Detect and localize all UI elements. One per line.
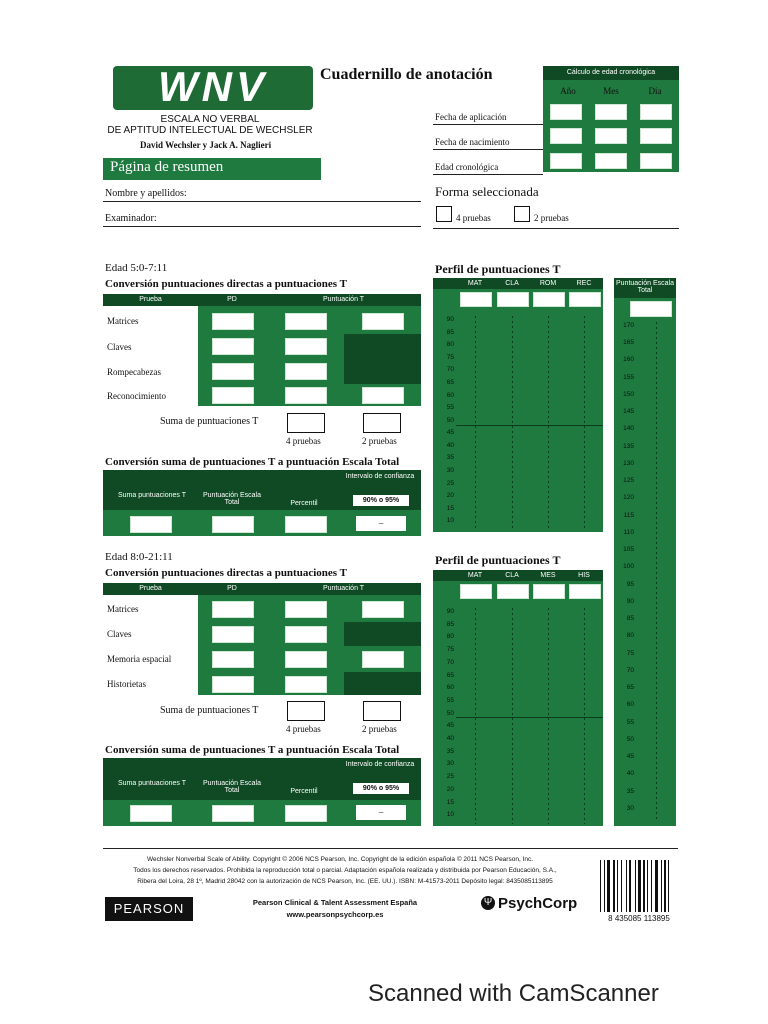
profile1-track-1 [475,316,476,530]
barcode-bar [643,860,645,912]
barcode-bar [638,860,641,912]
barcode [600,860,678,914]
footer-copyright-3: Ribera del Loira, 28 1º, Madrid 28042 con la autorización de NCS Pearson, Inc. (EE. UU.). ISBN: M-41573-2011 Depósito legal: 8435085113895 [137,878,553,885]
profile1-tick-80: 80 [446,341,454,349]
block2-total-col-1: Suma puntuaciones T [118,780,186,787]
age-col-day: Día [648,86,662,96]
profile2-tick-85: 85 [446,620,454,628]
examiner-label: Examinador: [105,213,157,224]
block2-pd-2[interactable] [212,626,254,643]
total-scale-tick-100: 100 [623,563,634,571]
total-scale-tick-45: 45 [626,753,634,761]
profile1-midline [456,425,603,426]
block1-test-2: Claves [107,342,132,352]
block1-pd-3[interactable] [212,363,254,380]
block1-total-scale[interactable] [212,516,254,533]
block2-sum-label: Suma de puntuaciones T [160,705,259,716]
total-scale-values [620,322,638,822]
total-scale-tick-80: 80 [626,632,634,640]
examiner-line [103,226,421,227]
profile2-tick-75: 75 [446,646,454,654]
total-scale-box[interactable] [630,301,672,317]
age-calc-title: Cálculo de edad cronológica [566,69,656,76]
block2-pd-3[interactable] [212,651,254,668]
block1-pd-2[interactable] [212,338,254,355]
age-col-year: Año [560,86,576,96]
block2-ci-box[interactable]: 90% o 95% [353,783,409,794]
psi-icon: Ψ [481,896,495,910]
profile2-tick-40: 40 [446,735,454,743]
total-scale-tick-90: 90 [626,597,634,605]
profile2-title: Perfil de puntuaciones T [435,553,561,567]
total-scale-tick-95: 95 [626,580,634,588]
block1-t4-1[interactable] [285,313,327,330]
pearson-logo-text: PEARSON [113,901,185,916]
form-line [433,228,679,229]
profile2-tick-20: 20 [446,785,454,793]
name-line [103,201,421,202]
block2-t4-4[interactable] [285,676,327,693]
block1-t2-4[interactable] [362,387,404,404]
barcode-bar [604,860,605,912]
block2-t2-1[interactable] [362,601,404,618]
profile1-tick-30: 30 [446,467,454,475]
barcode-bar [617,860,618,912]
wnv-logo-text: WNV [158,63,268,110]
age-chron-year[interactable] [550,153,582,169]
form-selected-title: Forma seleccionada [435,184,539,199]
block2-total-sum[interactable] [130,805,172,822]
profile1-tick-45: 45 [446,429,454,437]
section-title: Página de resumen [110,159,224,175]
block2-ci-dash: – [378,807,384,817]
assessment-url: www.pearsonpsychcorp.es [286,910,384,919]
block1-conv-title: Conversión puntuaciones directas a puntuaciones T [105,278,347,290]
total-scale-tick-150: 150 [623,390,634,398]
block2-t2-shade-1 [344,622,421,646]
total-scale-tick-50: 50 [626,735,634,743]
profile2-track-4 [584,608,585,824]
block1-t4-4[interactable] [285,387,327,404]
barcode-bar [607,860,610,912]
profile1-scale [440,316,456,530]
profile2-col-3: MES [540,572,556,579]
form-2-checkbox[interactable] [514,206,530,222]
block1-t4-3[interactable] [285,363,327,380]
footer-copyright-1: Wechsler Nonverbal Scale of Ability. Copyright © 2006 NCS Pearson, Inc. Copyright de la edición española © 2011 NCS Pearson, Inc. [146,856,534,863]
barcode-bar [664,860,666,912]
block2-total-title: Conversión suma de puntuaciones T a puntuación Escala Total [105,744,400,756]
form-4-label: 4 pruebas [456,213,491,223]
barcode-bar [668,860,669,912]
total-scale-tick-110: 110 [623,528,634,536]
profile2-tick-25: 25 [446,773,454,781]
block2-test-2: Claves [107,629,132,639]
profile1-tick-15: 15 [446,504,454,512]
block2-sum-4-label: 4 pruebas [286,724,321,734]
total-scale-tick-35: 35 [626,787,634,795]
age-col-month: Mes [603,86,619,96]
barcode-bar [621,860,622,912]
profile2-tick-45: 45 [446,722,454,730]
total-scale-tick-170: 170 [623,322,634,329]
profile2-tick-30: 30 [446,760,454,768]
barcode-bar [626,860,627,912]
profile1-tick-25: 25 [446,479,454,487]
block1-age: Edad 5:0-7:11 [105,262,168,274]
barcode-bar [655,860,658,912]
total-scale-tick-120: 120 [623,494,634,502]
profile1-tick-90: 90 [446,316,454,323]
barcode-bar [629,860,631,912]
profile2-tick-65: 65 [446,671,454,679]
profile1-title: Perfil de puntuaciones T [435,262,561,276]
block2-col-test: Prueba [139,585,162,592]
age-chron-month[interactable] [595,153,627,169]
block1-sum-label: Suma de puntuaciones T [160,416,259,427]
total-scale-tick-155: 155 [623,373,634,381]
age-row-line-2 [433,149,543,150]
block2-t4-3[interactable] [285,651,327,668]
block1-total-percentile[interactable] [285,516,327,533]
footer-line [103,848,678,849]
age-birth-month[interactable] [595,128,627,144]
profile2-box-1[interactable] [460,584,492,599]
block2-total-col-4: Intervalo de confianza [345,761,415,768]
profile1-track-2 [512,316,513,530]
authors: David Wechsler y Jack A. Naglieri [140,140,272,150]
barcode-number: 8 435085 113895 [608,914,670,923]
block1-test-3: Rompecabezas [107,367,161,377]
profile1-tick-60: 60 [446,391,454,399]
block1-col-pd: PD [227,296,237,303]
assessment-name: Pearson Clinical & Talent Assessment España [252,898,418,907]
block1-total-title: Conversión suma de puntuaciones T a puntuación Escala Total [105,456,400,468]
profile1-tick-75: 75 [446,353,454,361]
total-scale-tick-65: 65 [626,684,634,692]
total-scale-tick-70: 70 [626,666,634,674]
block1-total-sum[interactable] [130,516,172,533]
total-scale-tick-165: 165 [623,339,634,347]
profile2-scale [440,608,456,824]
block1-col-test: Prueba [139,296,162,303]
profile2-track-2 [512,608,513,824]
profile1-track-3 [548,316,549,530]
profile2-midline [456,717,603,718]
block2-t2-shade-2 [344,672,421,695]
age-app-day[interactable] [640,104,672,120]
total-scale-tick-85: 85 [626,615,634,623]
block2-conv-title: Conversión puntuaciones directas a puntuaciones T [105,567,347,579]
profile1-tick-40: 40 [446,441,454,449]
barcode-bar [635,860,636,912]
block1-sum-4-label: 4 pruebas [286,436,321,446]
block1-test-4: Reconocimiento [107,391,166,401]
block2-col-pd: PD [227,585,237,592]
profile1-tick-65: 65 [446,378,454,386]
block1-pd-4[interactable] [212,387,254,404]
profile2-col-4: HIS [578,572,590,579]
profile1-tick-20: 20 [446,492,454,500]
total-scale-tick-30: 30 [626,804,634,812]
total-scale-tick-140: 140 [623,425,634,433]
block1-total-col-3: Percentil [290,500,318,507]
profile2-tick-70: 70 [446,658,454,666]
total-scale-tick-135: 135 [623,442,634,450]
block1-pd-1[interactable] [212,313,254,330]
block2-sum-2[interactable] [363,701,401,721]
total-scale-tick-115: 115 [623,511,634,519]
block1-sum-2[interactable] [363,413,401,433]
block1-test-1: Matrices [107,316,139,326]
block1-ci-box[interactable]: 90% o 95% [353,495,409,506]
block1-sum-2-label: 2 pruebas [362,436,397,446]
profile1-box-1[interactable] [460,292,492,307]
block1-ci-range[interactable] [356,516,406,531]
profile1-col-1: MAT [467,280,483,287]
footer-copyright-2: Todos los derechos reservados. Prohibida la reproducción total o parcial. Adaptación española realizada y distribuida por Pearson Educación, S.A., [133,867,557,874]
profile2-tick-35: 35 [446,747,454,755]
block2-t4-2[interactable] [285,626,327,643]
barcode-bar [613,860,615,912]
total-scale-tick-55: 55 [626,718,634,726]
form-2-label: 2 pruebas [534,213,569,223]
age-app-month[interactable] [595,104,627,120]
block2-test-3: Memoria espacial [107,654,172,664]
block1-total-col-2: Puntuación Escala Total [203,492,261,506]
block1-total-col-1: Suma puntuaciones T [118,492,186,499]
name-label: Nombre y apellidos: [105,188,187,199]
camscanner-watermark: Scanned with CamScanner [368,980,659,1007]
profile2-tick-60: 60 [446,684,454,692]
age-row-chron: Edad cronológica [435,162,499,172]
total-scale-tick-105: 105 [623,546,634,554]
profile2-box-3[interactable] [533,584,565,599]
profile2-col-1: MAT [467,572,483,579]
profile2-tick-55: 55 [446,696,454,704]
block1-t2-shade [344,334,421,384]
subtitle-2: DE APTITUD INTELECTUAL DE WECHSLER [107,125,313,136]
subtitle-1: ESCALA NO VERBAL [160,114,260,125]
profile1-tick-70: 70 [446,366,454,374]
total-scale-track [656,322,657,822]
block2-pd-4[interactable] [212,676,254,693]
block2-ci-range[interactable] [356,805,406,820]
total-scale-tick-60: 60 [626,701,634,709]
barcode-bar [647,860,648,912]
block2-total-col-3: Percentil [290,788,318,795]
profile2-tick-80: 80 [446,633,454,641]
barcode-bar [661,860,662,912]
profile2-tick-10: 10 [446,811,454,819]
block2-t2-3[interactable] [362,651,404,668]
profile1-col-2: CLA [505,280,519,287]
block2-col-t: Puntuación T [322,585,365,592]
barcode-bar [600,860,601,912]
block2-age: Edad 8:0-21:11 [105,551,173,563]
profile2-tick-50: 50 [446,709,454,717]
profile1-box-4[interactable] [569,292,601,307]
form-title: Cuadernillo de anotación [320,66,493,83]
block1-t4-2[interactable] [285,338,327,355]
total-scale-tick-160: 160 [623,356,634,364]
block2-test-1: Matrices [107,604,139,614]
profile1-box-3[interactable] [533,292,565,307]
profile2-tick-90: 90 [446,608,454,615]
total-scale-tick-145: 145 [623,408,634,416]
total-scale-tick-75: 75 [626,649,634,657]
age-birth-day[interactable] [640,128,672,144]
block2-t4-1[interactable] [285,601,327,618]
block2-sum-4[interactable] [287,701,325,721]
form-4-checkbox[interactable] [436,206,452,222]
profile1-tick-55: 55 [446,404,454,412]
block1-ci-dash: – [378,518,384,528]
block2-total-scale[interactable] [212,805,254,822]
block2-sum-2-label: 2 pruebas [362,724,397,734]
age-birth-year[interactable] [550,128,582,144]
psychcorp-logo: PsychCorp [498,895,578,912]
block1-sum-4[interactable] [287,413,325,433]
profile2-box-4[interactable] [569,584,601,599]
total-scale-tick-40: 40 [626,770,634,778]
profile1-tick-50: 50 [446,416,454,424]
block1-t2-1[interactable] [362,313,404,330]
profile1-tick-10: 10 [446,517,454,525]
age-row-birth: Fecha de nacimiento [435,137,510,147]
profile1-chart [433,278,603,532]
age-chron-day[interactable] [640,153,672,169]
profile1-tick-35: 35 [446,454,454,462]
block2-total-col-2: Puntuación Escala Total [203,780,261,794]
block2-total-percentile[interactable] [285,805,327,822]
block1-col-t: Puntuación T [322,296,365,303]
age-app-year[interactable] [550,104,582,120]
total-scale-title: Puntuación Escala Total [616,280,674,294]
profile1-col-4: REC [576,280,592,287]
profile2-track-3 [548,608,549,824]
age-row-line-1 [433,124,543,125]
block1-total-col-4: Intervalo de confianza [345,473,415,480]
block2-test-4: Historietas [107,679,146,689]
block2-pd-1[interactable] [212,601,254,618]
profile2-track-1 [475,608,476,824]
barcode-bar [651,860,652,912]
profile1-col-3: ROM [539,280,557,287]
total-scale-tick-130: 130 [623,459,634,467]
profile2-box-2[interactable] [497,584,529,599]
age-row-app: Fecha de aplicación [435,112,507,122]
profile2-tick-15: 15 [446,798,454,806]
profile2-chart [433,570,603,826]
profile1-track-4 [584,316,585,530]
total-scale-tick-125: 125 [623,477,634,485]
profile1-box-2[interactable] [497,292,529,307]
profile2-col-2: CLA [505,572,519,579]
profile1-tick-85: 85 [446,328,454,336]
age-row-line-3 [433,174,543,175]
